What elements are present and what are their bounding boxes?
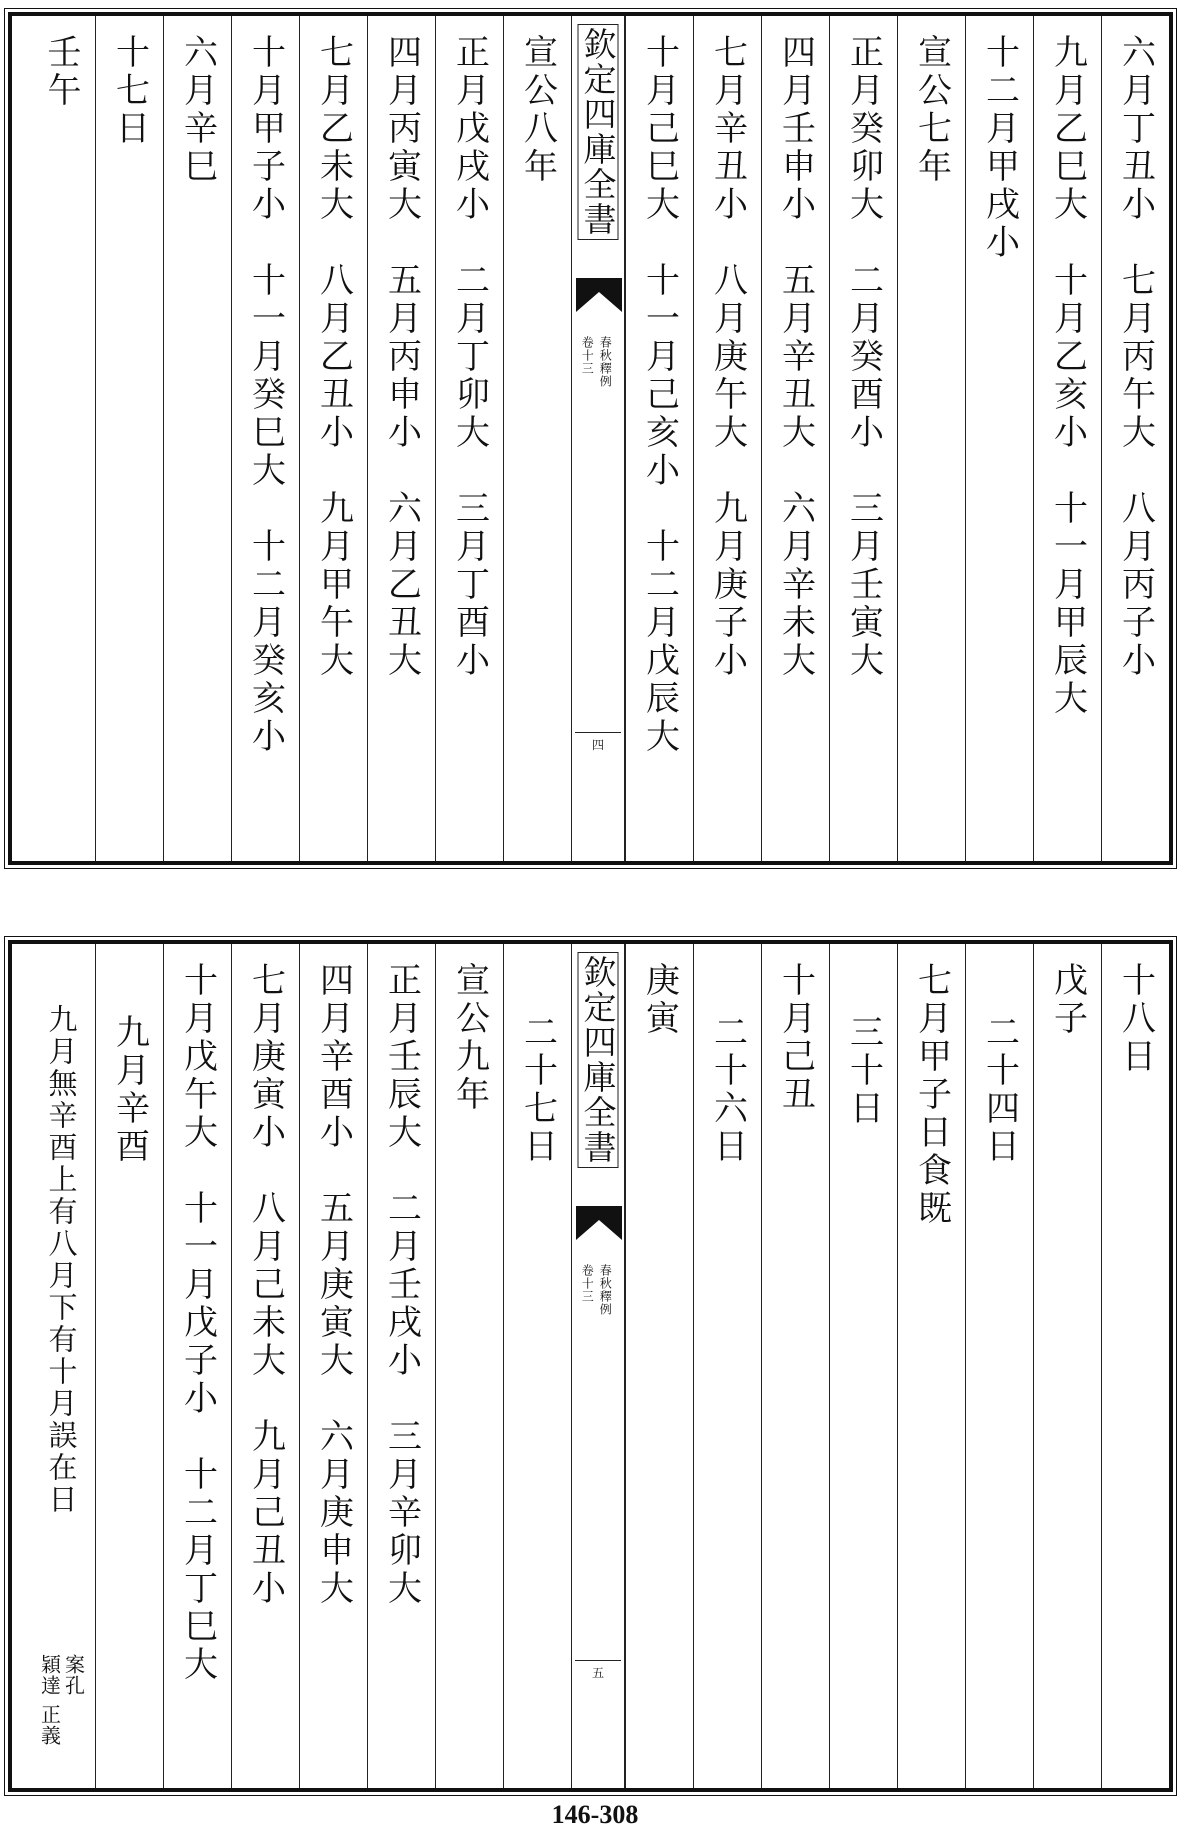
top-col-l6 bbox=[163, 16, 231, 861]
bottom-text-l7: 九月辛酉 bbox=[109, 1014, 150, 1166]
top-text-l8: 壬午 bbox=[41, 34, 81, 110]
top-text-l6: 六月辛巳 bbox=[177, 34, 218, 186]
top-text-r5: 正月癸卯大 二月癸酉小 三月壬寅大 bbox=[843, 34, 884, 680]
top-text-l4: 七月乙未大 八月乙丑小 九月甲午大 bbox=[313, 34, 354, 680]
bottom-note-line1: 案孔 bbox=[61, 1654, 86, 1696]
top-text-l3: 四月丙寅大 五月丙申小 六月乙丑大 bbox=[381, 34, 422, 680]
page-bottom bbox=[8, 940, 1173, 1792]
top-fold-subtitle: 春秋釋例 bbox=[598, 336, 613, 388]
bottom-col-l1 bbox=[503, 944, 571, 1788]
top-col-r7 bbox=[693, 16, 761, 861]
top-col-r8 bbox=[625, 16, 693, 861]
bottom-col-l8 bbox=[27, 944, 95, 1788]
bottom-columns bbox=[12, 944, 1169, 1788]
bottom-text-r4: 七月甲子日食既 bbox=[911, 962, 952, 1228]
bottom-col-r1 bbox=[1101, 944, 1169, 1788]
bottom-fold-page-number: 五 bbox=[575, 1660, 621, 1681]
top-fold-volume: 卷十三 bbox=[580, 336, 595, 375]
bottom-text-l3: 正月壬辰大 二月壬戌小 三月辛卯大 bbox=[381, 962, 422, 1608]
top-col-r6 bbox=[761, 16, 829, 861]
top-text-l5: 十月甲子小 十一月癸巳大 十二月癸亥小 bbox=[245, 34, 286, 756]
bottom-note-line3: 正義 bbox=[37, 1704, 62, 1746]
bottom-text-r1: 十八日 bbox=[1115, 962, 1156, 1076]
top-col-r5 bbox=[829, 16, 897, 861]
top-text-r3: 十二月甲戌小 bbox=[979, 34, 1020, 262]
bottom-text-l6: 十月戊午大 十一月戊子小 十二月丁巳大 bbox=[177, 962, 218, 1684]
bottom-col-l6 bbox=[163, 944, 231, 1788]
bottom-text-r7: 二十六日 bbox=[707, 1014, 748, 1166]
top-text-l2: 正月戊戌小 二月丁卯大 三月丁酉小 bbox=[449, 34, 490, 680]
top-col-l2 bbox=[435, 16, 503, 861]
top-fold-column bbox=[571, 16, 625, 861]
bottom-col-l5 bbox=[231, 944, 299, 1788]
page-number: 146-308 bbox=[551, 1800, 639, 1829]
top-fold-page-number: 四 bbox=[575, 732, 621, 753]
bottom-text-l1: 二十七日 bbox=[517, 1014, 558, 1166]
top-heading-xuan7: 宣公七年 bbox=[911, 34, 952, 186]
bottom-col-r5 bbox=[829, 944, 897, 1788]
page-top bbox=[8, 12, 1173, 865]
fishtail-icon bbox=[576, 278, 622, 312]
bottom-col-l2 bbox=[435, 944, 503, 1788]
bottom-text-r3: 二十四日 bbox=[979, 1014, 1020, 1166]
bottom-text-r2: 戊子 bbox=[1047, 962, 1088, 1038]
bottom-text-r8: 庚寅 bbox=[639, 962, 680, 1038]
bottom-col-r6 bbox=[761, 944, 829, 1788]
bottom-col-l4 bbox=[299, 944, 367, 1788]
bottom-col-r2 bbox=[1033, 944, 1101, 1788]
top-col-l4 bbox=[299, 16, 367, 861]
bottom-col-l7 bbox=[95, 944, 163, 1788]
top-text-r6: 四月壬申小 五月辛丑大 六月辛未大 bbox=[775, 34, 816, 680]
bottom-fold-volume: 卷十三 bbox=[580, 1264, 595, 1303]
bottom-text-l5: 七月庚寅小 八月己未大 九月己丑小 bbox=[245, 962, 286, 1608]
bottom-text-l4: 四月辛酉小 五月庚寅大 六月庚申大 bbox=[313, 962, 354, 1608]
top-heading-xuan8: 宣公八年 bbox=[517, 34, 558, 186]
bottom-col-r3 bbox=[965, 944, 1033, 1788]
top-text-r8: 十月己巳大 十一月己亥小 十二月戊辰大 bbox=[639, 34, 680, 756]
bottom-fold-title: 欽定四庫全書 bbox=[578, 952, 619, 1168]
bottom-text-l8: 九月無辛酉上有八月下有十月誤在日 bbox=[44, 1004, 79, 1516]
bottom-col-r4 bbox=[897, 944, 965, 1788]
bottom-text-r5: 三十日 bbox=[843, 1014, 884, 1128]
top-text-r7: 七月辛丑小 八月庚午大 九月庚子小 bbox=[707, 34, 748, 680]
top-fold-title: 欽定四庫全書 bbox=[578, 24, 619, 240]
bottom-col-r7 bbox=[693, 944, 761, 1788]
bottom-col-l3 bbox=[367, 944, 435, 1788]
top-columns bbox=[12, 16, 1169, 861]
top-text-r2: 九月乙巳大 十月乙亥小 十一月甲辰大 bbox=[1047, 34, 1088, 718]
bottom-text-r6: 十月己丑 bbox=[775, 962, 816, 1114]
top-col-l3 bbox=[367, 16, 435, 861]
bottom-fold-subtitle: 春秋釋例 bbox=[598, 1264, 613, 1316]
top-col-l1 bbox=[503, 16, 571, 861]
bottom-note-line2: 穎達 bbox=[37, 1654, 62, 1696]
bottom-heading-xuan9: 宣公九年 bbox=[449, 962, 490, 1114]
bottom-col-r8 bbox=[625, 944, 693, 1788]
top-text-l7: 十七日 bbox=[109, 34, 150, 148]
top-col-r2 bbox=[1033, 16, 1101, 861]
top-text-r1: 六月丁丑小 七月丙午大 八月丙子小 bbox=[1115, 34, 1156, 680]
top-col-r4 bbox=[897, 16, 965, 861]
top-col-l7 bbox=[95, 16, 163, 861]
fishtail-icon bbox=[576, 1206, 622, 1240]
top-col-l5 bbox=[231, 16, 299, 861]
bottom-fold-column bbox=[571, 944, 625, 1788]
top-col-l8 bbox=[27, 16, 95, 861]
top-col-r3 bbox=[965, 16, 1033, 861]
top-col-r1 bbox=[1101, 16, 1169, 861]
